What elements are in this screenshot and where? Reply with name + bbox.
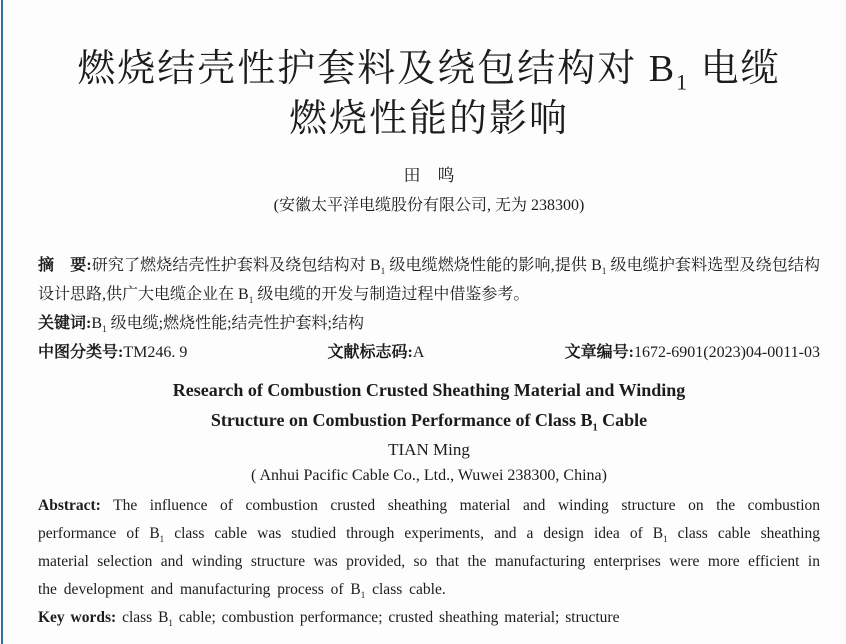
keywords-label-english: Key words: <box>38 609 117 626</box>
english-title-line1: Research of Combustion Crusted Sheathing Material and Winding <box>172 380 686 400</box>
keywords-label-chinese: 关键词: <box>38 315 92 332</box>
abstract-text-chinese: 研究了燃烧结壳性护套料及绕包结构对 $B_1$ 级电缆燃烧性能的影响,提供 $B_1$ 级电缆护套料选型及绕包结构设计思路,供广大电缆企业在 $B_1$ 级电缆的开发与制造过程中借鉴参考。 <box>38 257 820 307</box>
chinese-title <box>38 44 820 144</box>
abstract-text-english: The influence of combustion crusted sheathing material and winding structure on the combustion performance of $B_1$ class cable was studied through experiments, and a design idea of $B_1$ class cable sheathing material selection and winding structure was provided, so that the manufacturing enterprises were more efficient in the development and manufacturing process of $B_1$ class cable. <box>38 497 821 601</box>
author-name-english: TIAN Ming <box>388 440 470 459</box>
chinese-title-line1: 燃烧结壳性护套料及绕包结构对 $B_1$ 电缆 <box>77 48 781 95</box>
affiliation-chinese: (安徽太平洋电缆股份有限公司, 无为 238300) <box>273 197 585 214</box>
author-name-chinese: 田 鸣 <box>403 166 455 185</box>
article-id-label: 文章编号: <box>564 344 634 361</box>
clc-label: 中图分类号: <box>38 344 124 361</box>
document-code <box>328 338 425 367</box>
classification-row <box>38 338 820 367</box>
abstract-chinese <box>38 251 820 309</box>
clc-number <box>38 338 187 367</box>
abstract-label-chinese: 摘 要: <box>38 257 92 274</box>
abstract-label-english: Abstract: <box>38 497 101 514</box>
keywords-chinese <box>38 309 820 338</box>
english-title <box>38 375 820 435</box>
clc-value: TM246. 9 <box>123 344 188 361</box>
article-id-value: 1672-6901(2023)04-0011-03 <box>633 344 820 361</box>
document-code-label: 文献标志码: <box>327 344 413 361</box>
affiliation-english: ( Anhui Pacific Cable Co., Ltd., Wuwei 238300, China) <box>251 467 607 484</box>
chinese-title-line2: 燃烧性能的影响 <box>288 98 569 140</box>
english-title-line2: Structure on Combustion Performance of Class $B_1$ Cable <box>210 410 648 434</box>
document-code-value: A <box>412 344 425 361</box>
keywords-text-chinese: $B_1$ 级电缆;燃烧性能;结壳性护套料;结构 <box>91 315 364 336</box>
keywords-english <box>38 604 820 632</box>
keywords-text-english: class $B_1$ cable; combustion performance; crusted sheathing material; structure <box>116 609 620 629</box>
article-id <box>565 338 820 367</box>
abstract-english <box>38 492 820 604</box>
